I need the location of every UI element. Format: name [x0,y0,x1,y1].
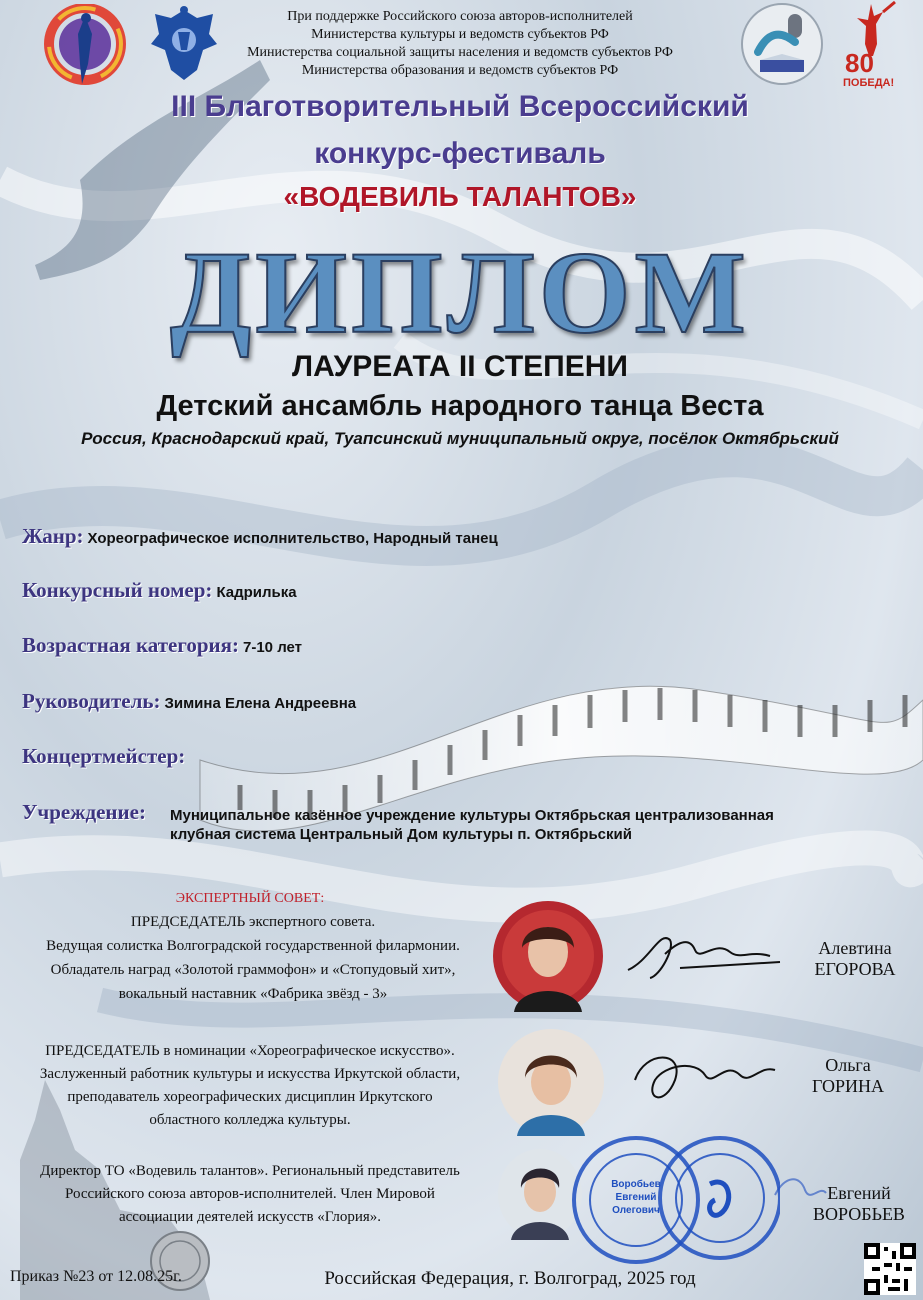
jury-name-gorina [793,1055,903,1097]
jury-photo-egorova [492,900,604,1012]
bio-line: Ведущая солистка Волгоградской государственной филармонии. [46,938,460,954]
victory-number: 80 [845,48,874,78]
festival-title-line1: III Благотворительный Всероссийский [171,90,749,123]
genre-row [22,524,902,549]
bio-line: преподаватель хореографических дисциплин Иркутского [67,1089,433,1105]
bio-line: ПРЕДСЕДАТЕЛЬ в номинации «Хореографическое искусство». [45,1043,455,1059]
jury-bio-egorova [8,910,498,1006]
support-line: Министерства культуры и ведомств субъектов РФ [311,27,609,42]
jury-first-name: Ольга [825,1055,871,1075]
microphone-logo-icon [740,2,824,86]
age-category-row [22,633,902,658]
festival-name: «ВОДЕВИЛЬ ТАЛАНТОВ» [283,181,637,212]
support-line: При поддержке Российского союза авторов-исполнителей [287,9,633,24]
jury-name-egorova [795,938,915,980]
signature-gorina-icon [625,1040,785,1115]
genre-label: Жанр: [22,524,84,548]
age-category-label: Возрастная категория: [22,633,239,657]
leader-label: Руководитель: [22,689,161,713]
diploma-title: ДИПЛОМ [170,227,750,358]
jury-photo-gorina [497,1028,605,1136]
stamp-text [600,1178,672,1217]
bio-line: областного колледжа культуры. [149,1112,351,1128]
bio-line: Обладатель наград «Золотой граммофон» и «Стопудовый хит», [50,962,456,978]
coat-of-arms-icon [147,4,221,84]
festival-title-line2: конкурс-фестиваль [314,137,606,170]
support-line: Министерства социальной защиты населения и ведомств субъектов РФ [247,45,673,60]
order-number: Приказ №23 от 12.08.25г. [10,1268,182,1285]
laureate-degree: ЛАУРЕАТА II СТЕПЕНИ [292,350,628,383]
expert-council-title: ЭКСПЕРТНЫЙ СОВЕТ: [175,891,325,906]
contest-number-label: Конкурсный номер: [22,578,213,602]
institution-label: Учреждение: [22,800,146,824]
participant-location: Россия, Краснодарский край, Туапсинский муниципальный округ, посёлок Октябрьский [81,429,839,448]
support-line: Министерства образования и ведомств субъектов РФ [301,63,619,78]
bio-line: вокальный наставник «Фабрика звёзд - 3» [118,986,388,1002]
victory-80-badge [843,0,899,96]
jury-last-name: ЕГОРОВА [814,959,896,979]
bio-line: Российского союза авторов-исполнителей. Член Мировой [65,1186,435,1202]
accompanist-row [22,744,902,769]
jury-bio-gorina [5,1040,495,1132]
jury-last-name: ВОРОБЬЕВ [813,1204,905,1224]
contest-number-value: Кадрилька [216,584,297,601]
signature-vorobyev-icon [770,1165,830,1215]
signature-egorova-icon [620,920,790,990]
age-category-value: 7-10 лет [243,639,303,656]
stamp-line: Олегович [612,1205,660,1216]
contest-number-row [22,578,902,603]
accompanist-label: Концертмейстер: [22,744,186,768]
victory-text: ПОБЕДА! [843,77,895,89]
jury-first-name: Алевтина [818,938,892,958]
stamp-line: Евгений [615,1192,657,1203]
stamp-line: Воробьев [611,1179,661,1190]
qr-code-icon[interactable] [864,1243,916,1295]
jury-bio-vorobyev [5,1160,495,1229]
support-block [230,8,690,80]
bio-line: Заслуженный работник культуры и искусства Иркутской области, [39,1066,461,1082]
participant-name: Детский ансамбль народного танца Веста [156,390,764,422]
institution-value: Муниципальное казённое учреждение культуры Октябрьская централизованная клубная система Центральный Дом культуры п. Октябрьский [170,807,774,843]
bio-line: Директор ТО «Водевиль талантов». Региональный представитель [40,1163,460,1179]
genre-value: Хореографическое исполнительство, Народный танец [87,530,498,547]
festival-logo-icon [40,4,130,88]
bio-line: ПРЕДСЕДАТЕЛЬ экспертного совета. [130,914,376,930]
footer-location-year: Российская Федерация, г. Волгоград, 2025 год [324,1268,696,1289]
jury-last-name: ГОРИНА [812,1076,884,1096]
bio-line: ассоциации деятелей искусств «Глория». [118,1209,381,1225]
jury-first-name: Евгений [827,1183,891,1203]
leader-value: Зимина Елена Андреевна [164,695,357,712]
leader-row [22,689,902,714]
